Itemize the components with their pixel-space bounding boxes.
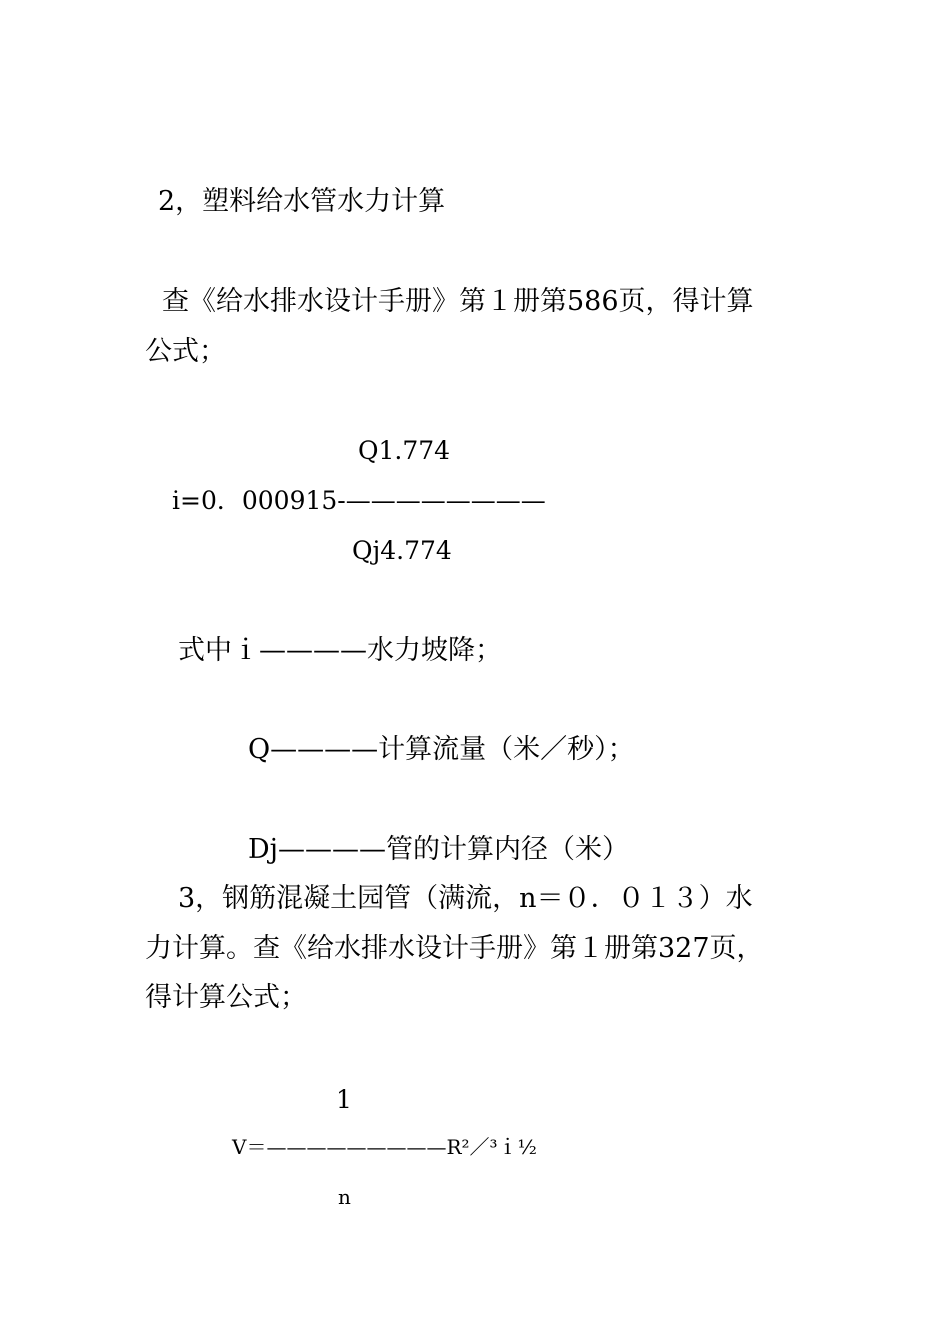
definition-dj: Dj————管的计算内径（米）	[248, 834, 630, 865]
reference-line-1: 查《给水排水设计手册》第１册第586页，得计算	[162, 286, 754, 317]
formula-1-main: i=0．000915-————————	[172, 486, 546, 515]
section-3-line-2: 力计算。查《给水排水设计手册》第１册第327页，	[145, 933, 764, 964]
formula-1-denominator: Qj4.774	[352, 536, 452, 565]
reference-line-2: 公式；	[145, 336, 226, 367]
formula-1-numerator: Q1.774	[358, 436, 451, 465]
formula-2-denominator: n	[338, 1185, 351, 1209]
definition-q: Q————计算流量（米／秒）；	[248, 734, 635, 765]
formula-2-main: V＝—————————R²／³ｉ½	[232, 1135, 537, 1159]
section-2-heading: 2，塑料给水管水力计算	[158, 186, 446, 217]
section-3-line-3: 得计算公式；	[145, 982, 307, 1013]
definition-i: 式中ｉ————水力坡降；	[178, 635, 502, 666]
section-3-line-1: 3，钢筋混凝土园管（满流，n＝０．０１３）水	[178, 883, 753, 914]
formula-2-numerator: 1	[336, 1085, 352, 1114]
